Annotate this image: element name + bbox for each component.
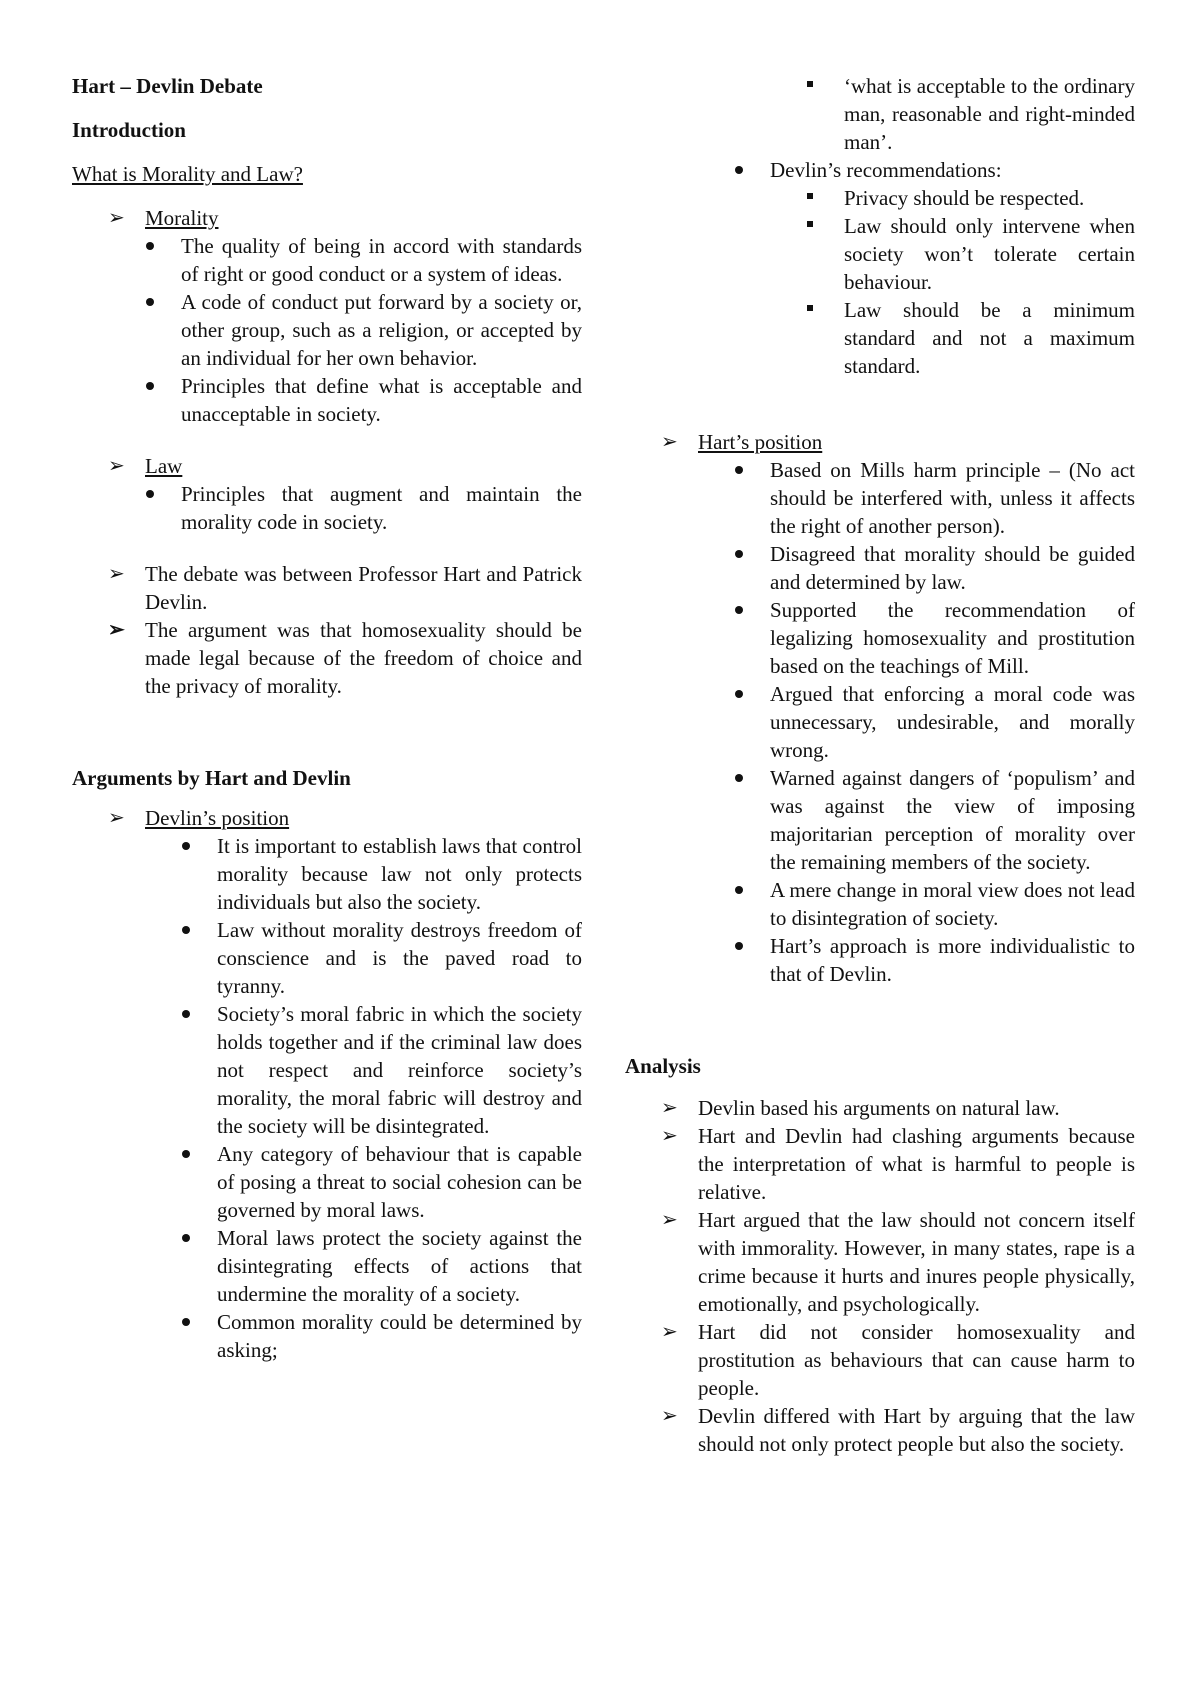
dot-bullet-icon [735,596,759,624]
morality-point [72,372,582,428]
arrow-bullet-icon: ➢ [661,1321,678,1343]
recommendation-text: Law should only intervene when society won’t tolerate certain behaviour. [844,214,1135,294]
devlin-point-text: Moral laws protect the society against the disintegrating effects of actions that undermine the morality of a society. [217,1226,582,1306]
recommendation-text: Law should be a minimum standard and not a maximum standard. [844,298,1135,378]
spacer [625,988,1135,1052]
morality-item [72,204,582,232]
analysis-point [625,1094,1135,1122]
arrow-bullet-icon: ➢ [661,431,678,453]
devlin-point-text: Any category of behaviour that is capable of posing a threat to social cohesion can be governed by moral laws. [217,1142,582,1222]
dot-bullet-icon [182,832,206,860]
arrow-bullet-icon: ➢ [108,619,125,641]
devlin-point [72,1140,582,1224]
devlin-point [72,916,582,1000]
dot-bullet-icon [735,876,759,904]
devlin-point [72,1308,582,1364]
analysis-point [625,1318,1135,1402]
dot-bullet-icon [182,916,206,944]
spacer [625,380,1135,428]
arrow-bullet-icon: ➢ [661,1405,678,1427]
devlin-position-item [72,804,582,832]
dot-bullet-icon [735,540,759,568]
dot-bullet-icon [735,932,759,960]
right-column [625,72,1135,1458]
arrow-bullet-icon: ➢ [108,807,125,829]
analysis-point [625,1206,1135,1318]
recommendation-point [625,296,1135,380]
arguments-heading: Arguments by Hart and Devlin [72,766,351,790]
hart-point [625,680,1135,764]
analysis-point-text: Devlin based his arguments on natural law. [698,1096,1060,1120]
devlin-point [72,1224,582,1308]
dot-bullet-icon [146,480,170,508]
analysis-point-text: Devlin differed with Hart by arguing that the law should not only protect people but also the society. [698,1404,1135,1456]
devlin-recommendations-label: Devlin’s recommendations: [770,158,1002,182]
spacer [72,428,582,452]
intro-note [72,616,582,700]
law-point [72,480,582,536]
morality-point-text: Principles that define what is acceptable and unacceptable in society. [181,374,582,426]
devlin-point-text: Society’s moral fabric in which the society holds together and if the criminal law does not respect and reinforce society’s morality, the moral fabric will destroy and the society will be disintegrated. [217,1002,582,1138]
hart-point-text: Disagreed that morality should be guided and determined by law. [770,542,1135,594]
arrow-bullet-icon: ➢ [108,455,125,477]
devlin-point-text: Common morality could be determined by asking; [217,1310,582,1362]
square-bullet-icon [807,72,831,100]
asking-subpoint [625,72,1135,156]
recommendation-point [625,184,1135,212]
devlin-recommendations-item [625,156,1135,184]
recommendation-point [625,212,1135,296]
hart-point [625,764,1135,876]
hart-point-text: Supported the recommendation of legalizing homosexuality and prostitution based on the teachings of Mill. [770,598,1135,678]
square-bullet-icon [807,296,831,324]
intro-note [72,560,582,616]
arrow-bullet-icon: ➢ [108,207,125,229]
asking-subpoint-text: ‘what is acceptable to the ordinary man, reasonable and right-minded man’. [844,74,1135,154]
morality-label: Morality [145,206,219,230]
analysis-point-text: Hart did not consider homosexuality and prostitution as behaviours that can cause harm to people. [698,1320,1135,1400]
analysis-point-text: Hart and Devlin had clashing arguments because the interpretation of what is harmful to people is relative. [698,1124,1135,1204]
analysis-heading: Analysis [625,1054,701,1078]
arrow-bullet-icon: ➢ [661,1209,678,1231]
dot-bullet-icon [735,680,759,708]
analysis-point [625,1122,1135,1206]
dot-bullet-icon [146,372,170,400]
spacer [72,536,582,560]
devlin-position-label: Devlin’s position [145,806,290,830]
hart-point-text: Hart’s approach is more individualistic to that of Devlin. [770,934,1135,986]
dot-bullet-icon [146,232,170,260]
hart-point [625,540,1135,596]
law-point-text: Principles that augment and maintain the morality code in society. [181,482,582,534]
intro-note-text: The argument was that homosexuality should be made legal because of the freedom of choice and the privacy of morality. [145,618,582,698]
dot-bullet-icon [182,1000,206,1028]
square-bullet-icon [807,212,831,240]
hart-point-text: Based on Mills harm principle – (No act should be interfered with, unless it affects the right of another person). [770,458,1135,538]
intro-note-text: The debate was between Professor Hart and Patrick Devlin. [145,562,582,614]
hart-position-item [625,428,1135,456]
dot-bullet-icon [735,156,759,184]
document-title: Hart – Devlin Debate [72,74,263,98]
morality-point-text: The quality of being in accord with standards of right or good conduct or a system of ideas. [181,234,582,286]
introduction-heading: Introduction [72,118,186,142]
dot-bullet-icon [735,456,759,484]
hart-point [625,932,1135,988]
law-item [72,452,582,480]
square-bullet-icon [807,184,831,212]
hart-point [625,456,1135,540]
dot-bullet-icon [182,1308,206,1336]
what-is-morality-and-law-subheading: What is Morality and Law? [72,162,303,186]
spacer [72,700,582,764]
morality-point-text: A code of conduct put forward by a society or, other group, such as a religion, or accepted by an individual for her own behavior. [181,290,582,370]
dot-bullet-icon [182,1140,206,1168]
dot-bullet-icon [146,288,170,316]
hart-point-text: Argued that enforcing a moral code was unnecessary, undesirable, and morally wrong. [770,682,1135,762]
hart-point [625,596,1135,680]
dot-bullet-icon [182,1224,206,1252]
analysis-point-text: Hart argued that the law should not concern itself with immorality. However, in many states, rape is a crime because it hurts and inures people physically, emotionally, and psychologically. [698,1208,1135,1316]
recommendation-text: Privacy should be respected. [844,186,1085,210]
dot-bullet-icon [735,764,759,792]
morality-point [72,232,582,288]
morality-point [72,288,582,372]
devlin-point [72,832,582,916]
hart-position-label: Hart’s position [698,430,823,454]
left-column [72,72,582,1364]
hart-point-text: A mere change in moral view does not lead to disintegration of society. [770,878,1135,930]
devlin-point [72,1000,582,1140]
arrow-bullet-icon: ➢ [661,1125,678,1147]
arrow-bullet-icon: ➢ [108,563,125,585]
analysis-point [625,1402,1135,1458]
devlin-point-text: It is important to establish laws that control morality because law not only protects individuals but also the society. [217,834,582,914]
arrow-bullet-icon: ➢ [661,1097,678,1119]
devlin-point-text: Law without morality destroys freedom of conscience and is the paved road to tyranny. [217,918,582,998]
law-label: Law [145,454,183,478]
hart-point [625,876,1135,932]
hart-point-text: Warned against dangers of ‘populism’ and was against the view of imposing majoritarian perception of morality over the remaining members of the society. [770,766,1135,874]
